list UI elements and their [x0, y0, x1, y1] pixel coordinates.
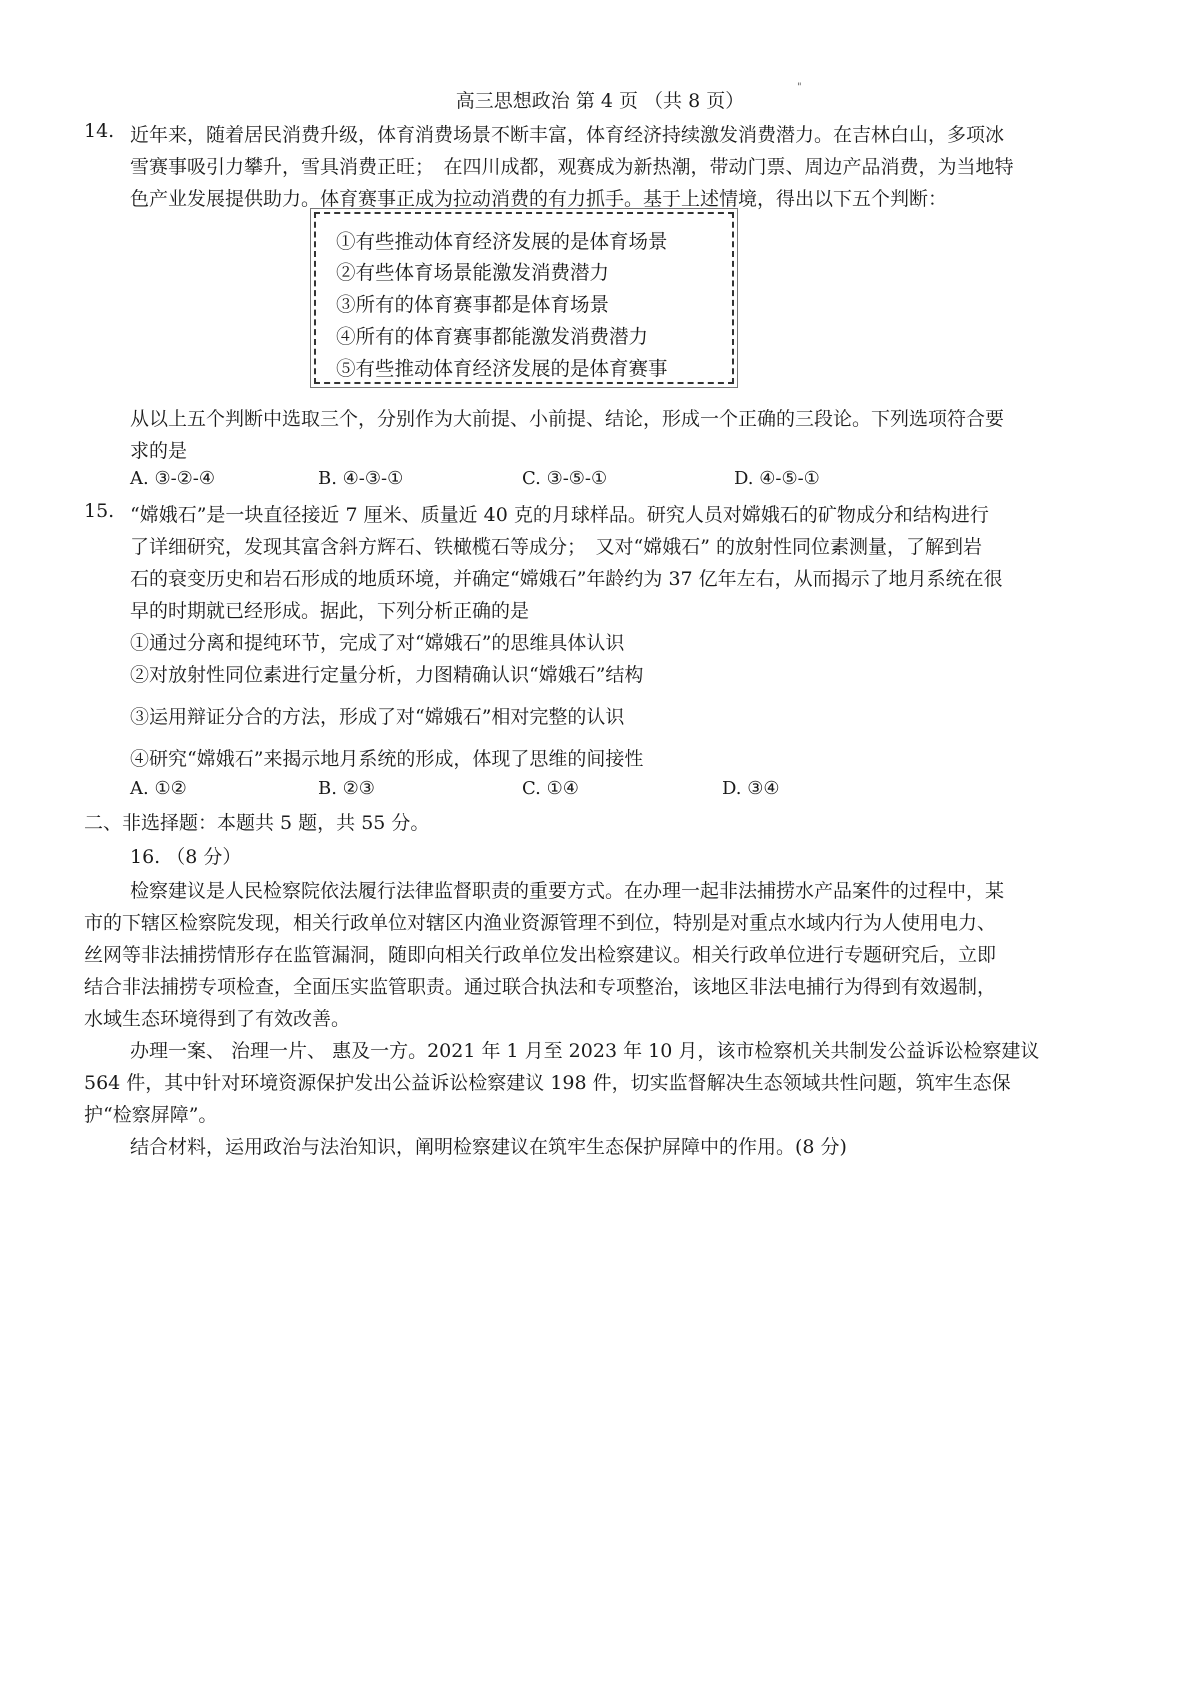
- q16-para1-line: 检察建议是人民检察院依法履行法律监督职责的重要方式。在办理一起非法捕捞水产品案件的过程中，某: [130, 880, 1005, 902]
- header-mark: ": [797, 82, 802, 93]
- judgment-item: ②有些体育场景能激发消费潜力: [336, 261, 610, 284]
- q16-para1-line: 市的下辖区检察院发现，相关行政单位对辖区内渔业资源管理不到位，特别是对重点水域内行为人使用电力、: [84, 912, 997, 934]
- q15-item: ①通过分离和提纯环节，完成了对“嫦娥石”的思维具体认识: [130, 632, 625, 654]
- q14-option-a: A. ③-②-④: [130, 468, 216, 489]
- judgment-item: ④所有的体育赛事都能激发消费潜力: [336, 325, 649, 348]
- q14-option-c: C. ③-⑤-①: [522, 468, 608, 489]
- q14-option-b: B. ④-③-①: [318, 468, 404, 489]
- q15-option-d: D. ③④: [722, 778, 780, 799]
- question-16-label: 16. （8 分）: [130, 846, 242, 868]
- q15-item: ③运用辩证分合的方法，形成了对“嫦娥石”相对完整的认识: [130, 706, 625, 728]
- q14-line: 色产业发展提供助力。体育赛事正成为拉动消费的有力抓手。基于上述情境，得出以下五个判断：: [130, 188, 948, 210]
- q14-line: 雪赛事吸引力攀升，雪具消费正旺； 在四川成都，观赛成为新热潮，带动门票、周边产品消费，为当地特: [130, 156, 1014, 178]
- judgment-item: ③所有的体育赛事都是体育场景: [336, 293, 610, 316]
- q15-line: “嫦娥石”是一块直径接近 7 厘米、质量近 40 克的月球样品。研究人员对嫦娥石的矿物成分和结构进行: [130, 504, 989, 526]
- q15-item: ②对放射性同位素进行定量分析，力图精确认识“嫦娥石”结构: [130, 664, 644, 686]
- judgment-item: ①有些推动体育经济发展的是体育场景: [336, 230, 668, 253]
- q16-para2-line: 护“检察屏障”。: [84, 1104, 218, 1126]
- q15-line: 了详细研究，发现其富含斜方辉石、铁橄榄石等成分； 又对“嫦娥石” 的放射性同位素测量，了解到岩: [130, 536, 982, 558]
- q14-question-line: 求的是: [130, 440, 188, 462]
- q15-line: 早的时期就已经形成。据此，下列分析正确的是: [130, 600, 530, 622]
- q15-line: 石的衰变历史和岩石形成的地质环境，并确定“嫦娥石”年龄约为 37 亿年左右，从而揭示了地月系统在很: [130, 568, 1003, 590]
- section-2-title: 二、非选择题：本题共 5 题，共 55 分。: [84, 812, 430, 834]
- question-14-number: 14.: [84, 120, 115, 142]
- q16-para2-line: 办理一案、 治理一片、 惠及一方。2021 年 1 月至 2023 年 10 月，该市检察机关共制发公益诉讼检察建议: [130, 1040, 1040, 1062]
- q14-question-line: 从以上五个判断中选取三个，分别作为大前提、小前提、结论，形成一个正确的三段论。下列选项符合要: [130, 408, 1005, 430]
- q15-option-c: C. ①④: [522, 778, 579, 799]
- question-15-number: 15.: [84, 500, 115, 522]
- q14-option-d: D. ④-⑤-①: [734, 468, 820, 489]
- q15-option-b: B. ②③: [318, 778, 375, 799]
- q16-para1-line: 结合非法捕捞专项检查，全面压实监管职责。通过联合执法和专项整治，该地区非法电捕行为得到有效遏制，: [84, 976, 997, 998]
- q16-para1-line: 丝网等非法捕捞情形存在监管漏洞，随即向相关行政单位发出检察建议。相关行政单位进行专题研究后，立即: [84, 944, 997, 966]
- q15-option-a: A. ①②: [130, 778, 187, 799]
- q16-para1-line: 水域生态环境得到了有效改善。: [84, 1008, 351, 1030]
- q15-item: ④研究“嫦娥石”来揭示地月系统的形成，体现了思维的间接性: [130, 748, 644, 770]
- page-header: 高三思想政治 第 4 页 （共 8 页）: [455, 90, 745, 112]
- judgment-item: ⑤有些推动体育经济发展的是体育赛事: [336, 357, 668, 380]
- q14-line: 近年来，随着居民消费升级，体育消费场景不断丰富，体育经济持续激发消费潜力。在吉林白山，多项冰: [130, 124, 1005, 146]
- q16-para2-line: 564 件，其中针对环境资源保护发出公益诉讼检察建议 198 件，切实监督解决生态领域共性问题，筑牢生态保: [84, 1072, 1011, 1094]
- q16-task: 结合材料，运用政治与法治知识，阐明检察建议在筑牢生态保护屏障中的作用。(8 分): [130, 1136, 847, 1158]
